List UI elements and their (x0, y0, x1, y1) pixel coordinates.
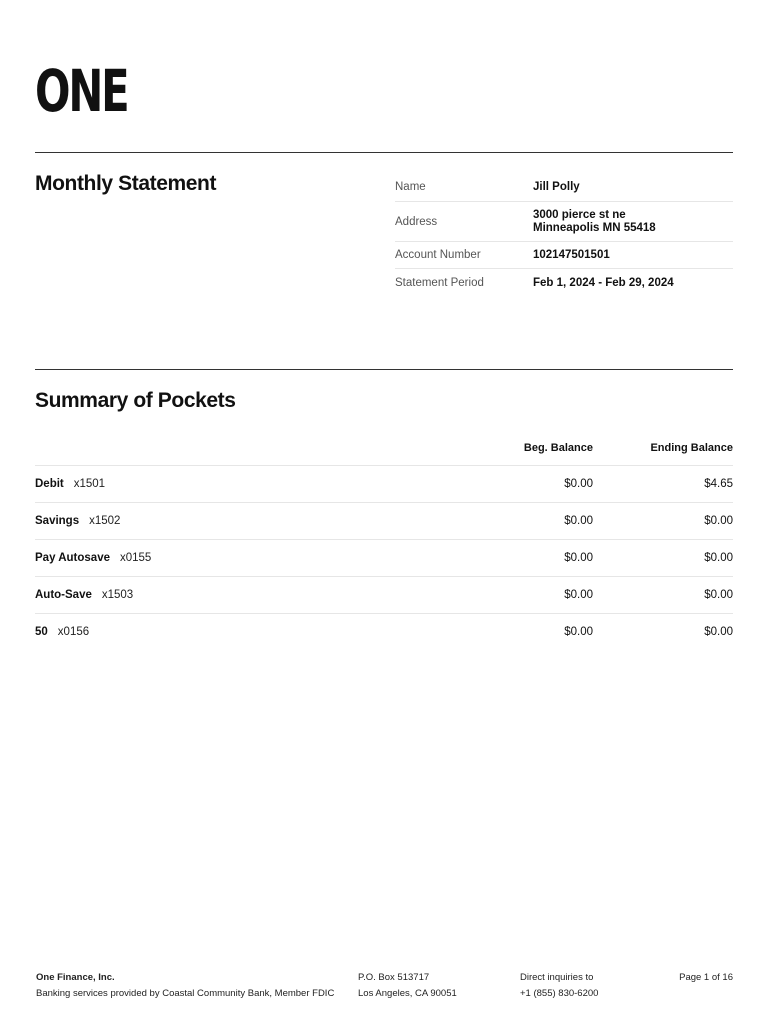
pocket-cell (35, 552, 453, 564)
address-line-2: Minneapolis MN 55418 (533, 221, 656, 234)
address-value (533, 209, 656, 235)
ending-balance: $0.00 (704, 515, 733, 527)
beg-balance: $0.00 (564, 552, 593, 564)
pocket-cell (35, 478, 453, 490)
pocket-cell (35, 626, 453, 638)
pocket-id: x1502 (89, 515, 121, 527)
pocket-name: Debit (35, 478, 64, 490)
pockets-table (35, 430, 733, 650)
pocket-id: x0156 (57, 626, 90, 638)
page-number: Page 1 of 16 (679, 972, 733, 983)
statement-period-label: Statement Period (395, 277, 484, 289)
pocket-name: Auto-Save (35, 589, 92, 601)
pocket-id: x1501 (73, 478, 106, 490)
beg-balance: $0.00 (564, 626, 593, 638)
statement-title: Monthly Statement (35, 172, 217, 195)
header-ending-balance: Ending Balance (650, 441, 733, 454)
footer-banking-note: Banking services provided by Coastal Community Bank, Member FDIC (36, 988, 335, 999)
account-info-table (395, 173, 733, 297)
address-label: Address (395, 215, 438, 228)
pocket-cell (35, 515, 453, 527)
pocket-name: 50 (35, 626, 48, 638)
footer-page-block (679, 970, 733, 986)
summary-title: Summary of Pockets (35, 389, 236, 412)
top-divider (35, 152, 733, 153)
pocket-id: x1503 (101, 589, 134, 601)
table-row (35, 503, 733, 540)
pocket-id: x0155 (120, 552, 152, 564)
footer-address-block (358, 970, 457, 1002)
pocket-name: Savings (35, 515, 80, 527)
name-label: Name (395, 181, 426, 193)
ending-balance: $0.00 (704, 552, 733, 564)
footer-inquiries-label: Direct inquiries to (520, 972, 594, 983)
account-number-value: 102147501501 (533, 248, 610, 261)
table-row (35, 614, 733, 650)
footer-company-block (36, 970, 334, 1002)
table-row (35, 577, 733, 614)
header-beg-balance: Beg. Balance (523, 441, 593, 454)
table-row (35, 540, 733, 577)
footer-po-box: P.O. Box 513717 (358, 972, 430, 983)
address-line-1: 3000 pierce st ne (533, 208, 626, 221)
table-row (35, 466, 733, 503)
statement-period-value: Feb 1, 2024 - Feb 29, 2024 (533, 276, 674, 289)
footer-city: Los Angeles, CA 90051 (358, 988, 457, 999)
ending-balance: $0.00 (704, 626, 733, 638)
brand-logo: ONE (35, 57, 128, 125)
footer-company: One Finance, Inc. (36, 972, 115, 983)
section-divider (35, 369, 733, 370)
ending-balance: $0.00 (704, 589, 733, 601)
beg-balance: $0.00 (564, 589, 593, 601)
footer-phone: +1 (855) 830-6200 (520, 988, 599, 999)
info-row-address (395, 202, 733, 242)
info-row-period (395, 269, 733, 297)
info-row-account (395, 242, 733, 269)
beg-balance: $0.00 (564, 515, 593, 527)
info-row-name (395, 173, 733, 202)
ending-balance: $4.65 (704, 478, 733, 490)
pocket-cell (35, 589, 453, 601)
beg-balance: $0.00 (564, 478, 593, 490)
pocket-name: Pay Autosave (35, 552, 110, 564)
account-number-label: Account Number (395, 249, 481, 261)
name-value: Jill Polly (533, 180, 580, 193)
table-header (35, 430, 733, 466)
footer-contact-block (520, 970, 598, 1002)
